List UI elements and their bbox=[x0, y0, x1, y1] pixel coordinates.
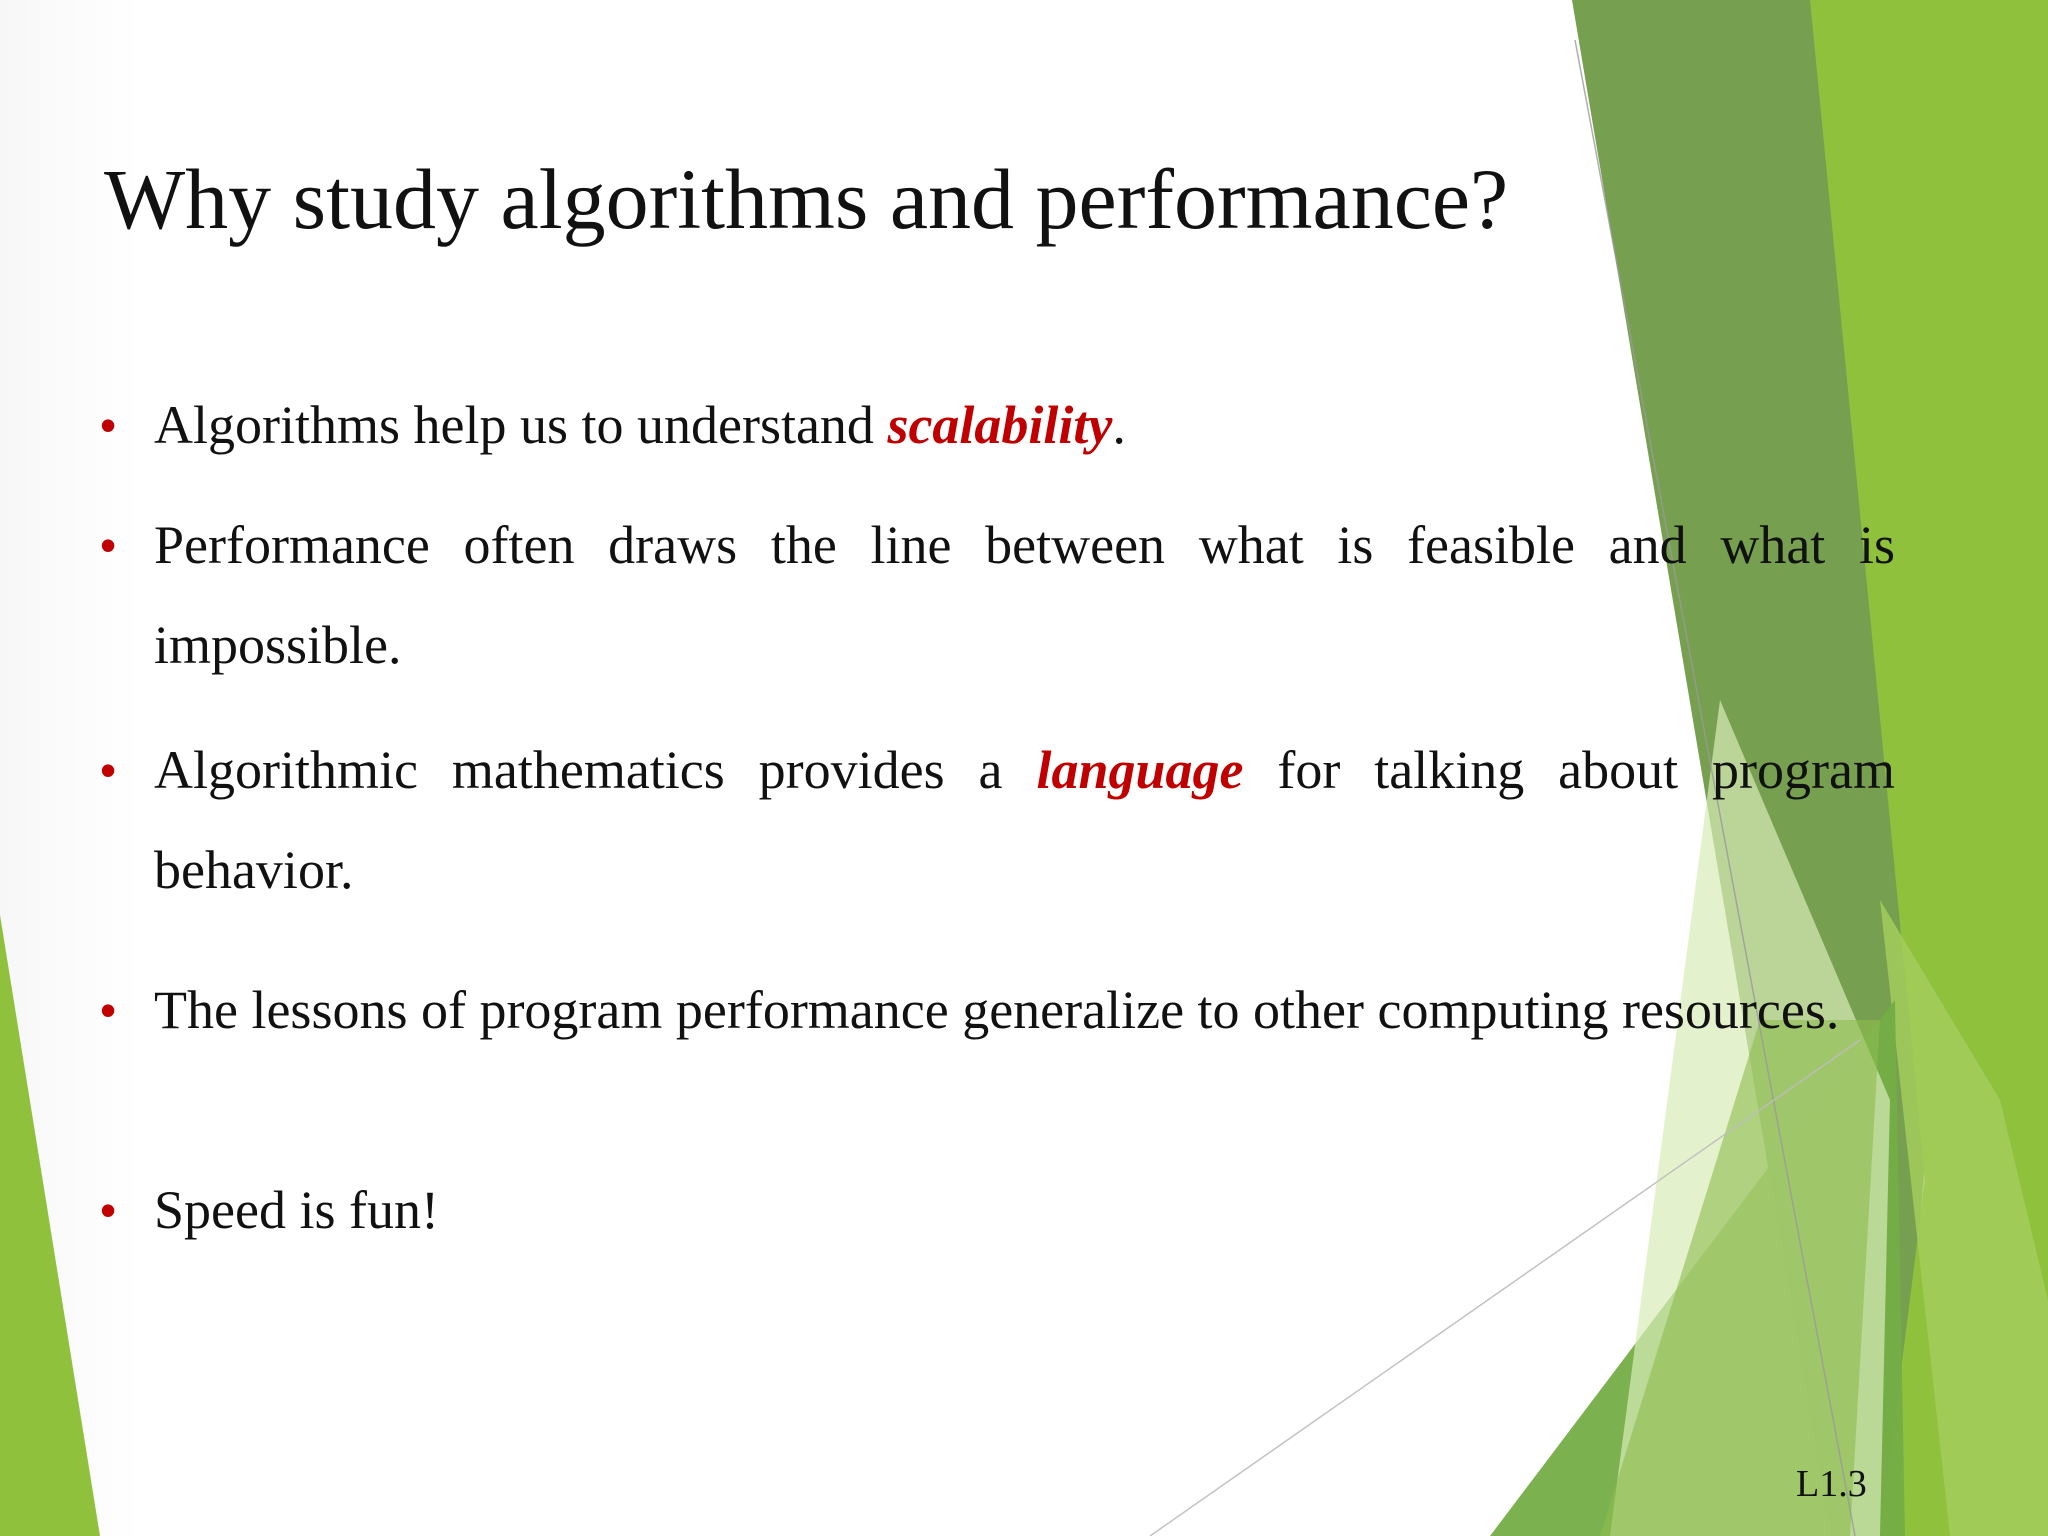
bullet-item bbox=[100, 720, 1895, 920]
mid-lime-band bbox=[1600, 1020, 1880, 1536]
bullet-text: Performance often draws the line between what is feasible and what is impossible. bbox=[154, 515, 1895, 675]
bullet-text-part: . bbox=[1112, 395, 1126, 455]
emphasis-language: language bbox=[1036, 740, 1244, 800]
bullet-dot: • bbox=[100, 1184, 117, 1236]
bullet-text: Speed is fun! bbox=[154, 1180, 439, 1240]
emphasis-scalability: scalability bbox=[887, 395, 1113, 455]
bullet-text bbox=[154, 375, 1895, 475]
slide-number: L1.3 bbox=[1796, 1463, 1867, 1505]
bullet-text-part: Algorithms help us to understand bbox=[154, 395, 888, 455]
bullet-dot: • bbox=[100, 984, 117, 1036]
bullet-item bbox=[100, 960, 1895, 1060]
bullet-text-part: Algorithmic mathematics provides a bbox=[154, 740, 1037, 800]
bullet-dot: • bbox=[100, 519, 117, 571]
bullet-item bbox=[100, 1160, 1895, 1260]
bullet-text-part: for talking about program behavior. bbox=[154, 740, 1895, 900]
bullet-text: The lessons of program performance generalize to other computing resources. bbox=[154, 980, 1840, 1040]
slide-title: Why study algorithms and performance? bbox=[104, 151, 1509, 247]
left-green-sliver bbox=[0, 915, 100, 1536]
bullet-dot: • bbox=[100, 744, 117, 796]
bullet-item bbox=[100, 495, 1895, 695]
bullet-item bbox=[100, 375, 1895, 475]
bullet-dot: • bbox=[100, 399, 117, 451]
bullet-text bbox=[154, 720, 1895, 920]
